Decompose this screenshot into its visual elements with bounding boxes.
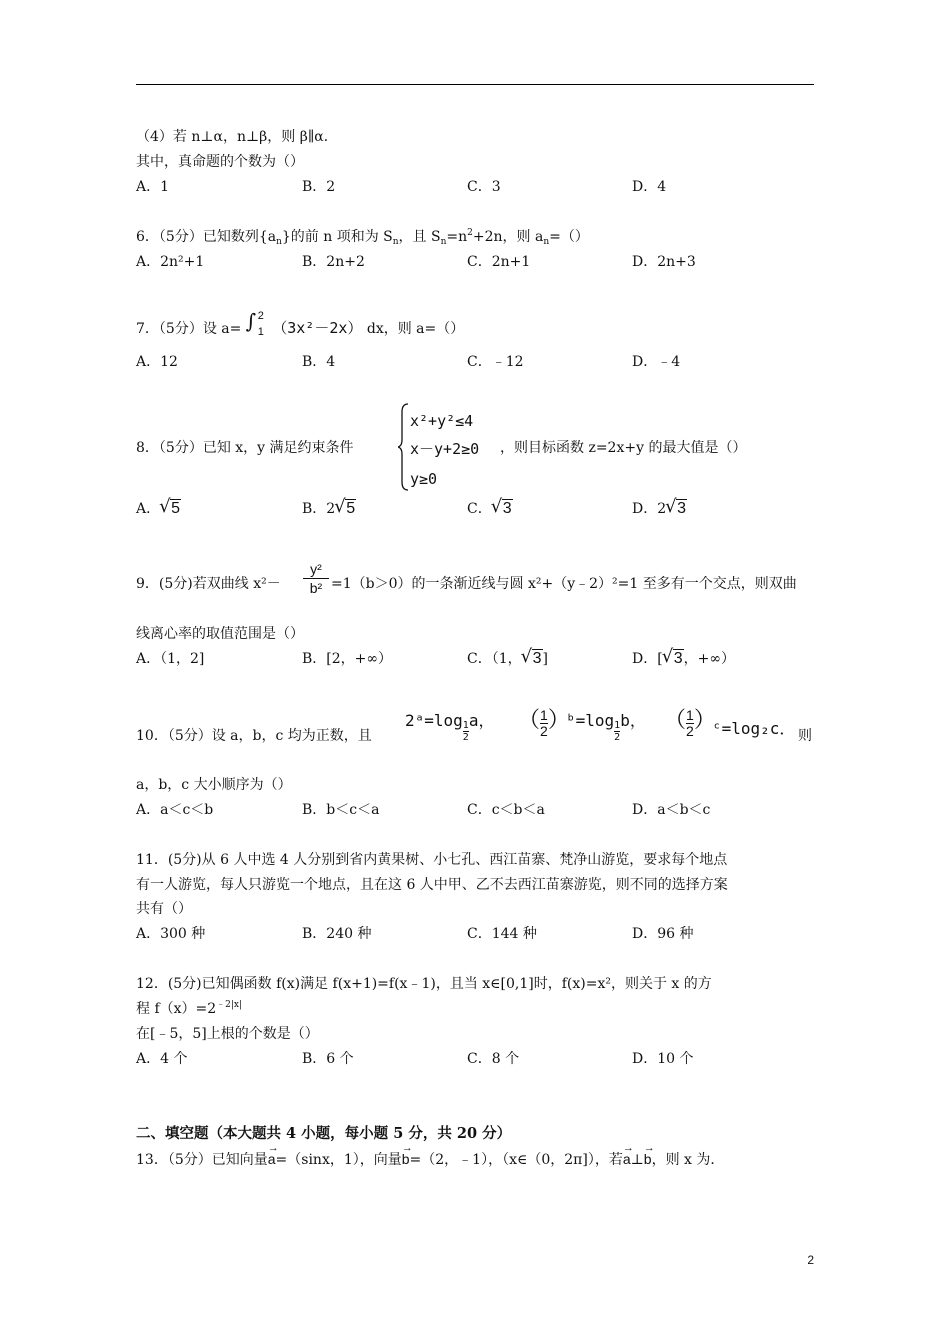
page-number: 2	[807, 1253, 814, 1267]
q5-option-a: A．1	[136, 179, 170, 195]
vector-b: b	[401, 1151, 410, 1167]
q7-option-a: A．12	[136, 354, 178, 370]
q5-statement-4: （4）若 n⊥α，n⊥β，则 β∥α．	[136, 129, 338, 145]
q10-eq1: 2ᵃ=log $\frac{1}{2}$ a，	[405, 711, 495, 743]
q9-fraction: y² b²	[303, 560, 329, 597]
q8-option-c: C．√ 3	[467, 500, 513, 518]
q8-prefix: 8．（5分）已知 x，y 满足约束条件	[136, 440, 354, 456]
integral-lower: 1	[257, 326, 264, 338]
q10-option-d: D．a＜b＜c	[632, 802, 711, 818]
q13-stem: 13．（5分）已知向量 → a=（sinx，1），向量 → b=（2，﹣1），（x∈（0，2π]），若 → a⊥ → b，则 x 为．	[136, 1142, 725, 1168]
q10-then: 则	[798, 728, 812, 744]
q7-stem: 7．（5分）设 a= ∫ 2 1 （3x²－2x） dx，则 a=（）	[136, 315, 464, 338]
integral-upper: 2	[257, 310, 264, 322]
q10-eq2: ᵇ=log $\frac{1}{2}$ b，	[566, 711, 646, 743]
q11-option-d: D．96 种	[632, 926, 694, 942]
section-heading: 二、填空题（本大题共 4 小题，每小题 5 分，共 20 分）	[136, 1125, 512, 1142]
q9-prefix: 9．(5分)若双曲线 x²－	[136, 576, 281, 592]
q10-option-b: B．b＜c＜a	[302, 802, 380, 818]
q10-eq2-half: （ $\frac{1}{2}$ ）	[518, 707, 570, 739]
q8-constraint-1: x²+y²≤4	[410, 412, 474, 430]
q12-option-a: A．4 个	[136, 1051, 188, 1067]
integral-sign: ∫	[245, 309, 257, 333]
q6-option-b: B．2n+2	[302, 254, 365, 270]
q6-stem: 6．（5分）已知数列$\{a_n\}$的前 n 项和为 $S_n$，且 $S_n=n^2+2n$，则 $a_n=()$	[136, 228, 589, 247]
q12-line1: 12．(5分)已知偶函数 f(x)满足 f(x+1)=f(x﹣1)，且当 x∈[0,1]时，f(x)=x²，则关于 x 的方	[136, 976, 712, 992]
q6-option-c: C．2n+1	[467, 254, 531, 270]
q11-option-c: C．144 种	[467, 926, 537, 942]
q12-line3: 在[﹣5，5]上根的个数是（）	[136, 1026, 319, 1042]
q9-line2: 线离心率的取值范围是（）	[136, 626, 304, 642]
q10-line2: a，b，c 大小顺序为（）	[136, 777, 292, 793]
q7-option-d: D．﹣4	[632, 354, 681, 370]
q5-option-b: B．2	[302, 179, 336, 195]
q11-option-b: B．240 种	[302, 926, 372, 942]
q11-line1: 11．(5分)从 6 人中选 4 人分别到省内黄果树、小七孔、西江苗寨、梵净山游览，要求每个地点	[136, 852, 728, 868]
q7-option-b: B．4	[302, 354, 336, 370]
q9-option-d: D．[√ 3，+∞）	[632, 650, 735, 668]
q9-option-a: A．（1，2]	[136, 651, 205, 667]
system-brace	[398, 402, 410, 492]
q8-constraint-3: y≥0	[410, 470, 438, 488]
q10-eq3: ᶜ=log₂c．	[712, 719, 796, 738]
q7-option-c: C．﹣12	[467, 354, 524, 370]
header-rule	[136, 84, 814, 85]
q8-option-a: A．√ 5	[136, 500, 181, 518]
q10-option-a: A．a＜c＜b	[136, 802, 214, 818]
q12-line2: 程 $f(x)=2^{﹣2|x|}$	[136, 1000, 243, 1017]
q8-constraint-2: x－y+2≥0	[410, 440, 480, 458]
q11-option-a: A．300 种	[136, 926, 206, 942]
q12-option-d: D．10 个	[632, 1051, 694, 1067]
q9-option-b: B．[2，+∞）	[302, 651, 393, 667]
q10-eq3-half: （ $\frac{1}{2}$ ）	[664, 707, 716, 739]
q12-option-c: C．8 个	[467, 1051, 520, 1067]
vector-a: a	[267, 1151, 276, 1167]
q10-option-c: C．c＜b＜a	[467, 802, 545, 818]
q5-option-d: D．4	[632, 179, 667, 195]
q6-option-d: D．2n+3	[632, 254, 696, 270]
integrand: （3x²－2x）	[272, 319, 363, 337]
q11-line2: 有一人游览，每人只游览一个地点，且在这 6 人中甲、乙不去西江苗寨游览，则不同的选择方案	[136, 877, 728, 893]
q5-question: 其中，真命题的个数为（）	[136, 154, 304, 170]
q9-option-c: C．（1，√ 3]	[467, 650, 548, 668]
q8-option-d: D．2√ 3	[632, 500, 687, 518]
q8-option-b: B．2√ 5	[302, 500, 356, 518]
q6-option-a: A．2n²+1	[136, 254, 205, 270]
q9-suffix: =1（b＞0）的一条渐近线与圆 x²+（y﹣2）²=1 至多有一个交点，则双曲	[331, 576, 797, 592]
q10-prefix: 10．（5分）设 a，b，c 均为正数，且	[136, 728, 372, 744]
q8-suffix: ，则目标函数 z=2x+y 的最大值是（）	[500, 440, 747, 456]
q12-option-b: B．6 个	[302, 1051, 354, 1067]
q5-option-c: C．3	[467, 179, 501, 195]
q11-line3: 共有（）	[136, 901, 192, 917]
